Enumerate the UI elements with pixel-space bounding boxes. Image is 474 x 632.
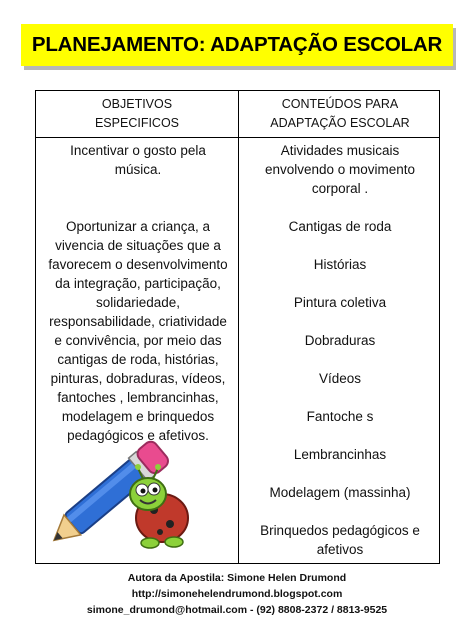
conteudo-item: Cantigas de roda [288,219,392,234]
conteudo-item: Dobraduras [304,333,376,348]
header-divider [36,137,439,138]
conteudo-item: Lembrancinhas [293,447,387,462]
page-title: PLANEJAMENTO: ADAPTAÇÃO ESCOLAR [31,33,443,56]
conteudo-item: Modelagem (massinha) [269,485,411,500]
footer-author: Autora da Apostila: Simone Helen Drumond [127,572,347,584]
header-conteudos: CONTEÚDOS PARA ADAPTAÇÃO ESCOLAR [270,97,410,130]
header-objetivos: OBJETIVOS ESPECIFICOS [94,97,180,130]
conteudo-item: Pintura coletiva [293,295,387,310]
footer-contact: simone_drumond@hotmail.com - (92) 8808-2372 / 8813-9525 [86,604,388,616]
conteudo-item: Vídeos [318,371,362,386]
conteudo-item: Atividades musicais envolvendo o movimento corporal . [264,143,416,196]
conteudo-item: Histórias [313,257,367,272]
column-divider [238,91,239,563]
conteudo-item: Fantoche s [306,409,374,424]
conteudo-item: Brinquedos pedagógicos e afetivos [260,523,420,557]
pencil-ladybug-illustration [50,432,200,552]
footer-blog-link[interactable]: http://simonehelendrumond.blogspot.com [131,588,343,600]
objetivo-item: Oportunizar a criança, a vivencia de situações que a favorecem o desenvolvimento da integração, participação, solidariedade, responsabilidade, criatividade e convivência, por meio das cantigas de roda, histórias, pinturas, dobraduras, vídeos, fantoches , lembrancinhas, modelagem e brinquedos pedagógicos e afetivos. [48,219,228,443]
title-banner [21,24,453,66]
objetivo-item: Incentivar o gosto pela música. [70,143,206,177]
